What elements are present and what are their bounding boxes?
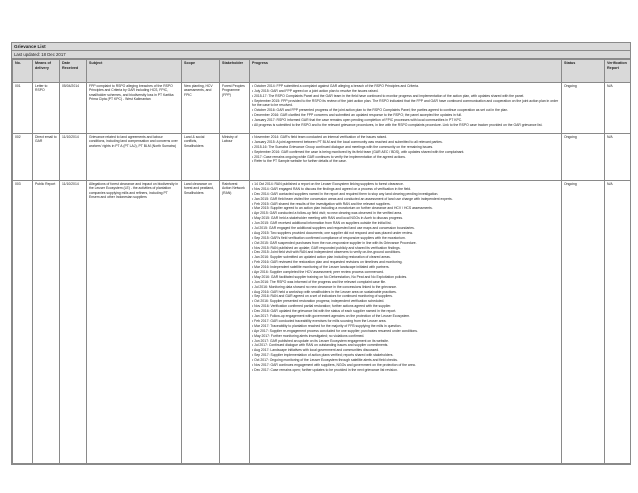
cell-progress: [250, 181, 562, 464]
progress-item: • September 2016: GAR confirmed the case is being monitored by its field team (GAR AEC / BDS), with updates shared with the complainant.: [252, 149, 465, 154]
cell-no: 001: [13, 83, 33, 134]
progress-item: • May 2017: Further monitoring alerts investigated; no violations confirmed.: [252, 333, 365, 338]
progress-item: • Dec 2014: GAR contacted suppliers named in the report and required them to stop any land clearing pending investigation.: [252, 191, 439, 196]
progress-item: • Feb 2017: GAR conducted traceability exercises for mills sourcing from the Leuser area.: [252, 318, 387, 323]
cell-status: Ongoing: [562, 83, 605, 134]
cell-progress: [250, 134, 562, 181]
cell-scope: Land & social conflicts, Smallholders: [182, 134, 220, 181]
progress-item: • November 2014: GAR's field team conducted an internal verification of the issues raised.: [252, 135, 388, 139]
progress-item: • Refer to the PT Sample website for further details of the case.: [252, 159, 347, 164]
progress-item: • 2015-17: The RSPO Complaints Panel and the GAR team in the field have continued to monitor progress and implementation of the action plan, with updates shared with the panel.: [252, 93, 525, 98]
progress-item: • Sep 2015: GAR's field verification confirmed compliance of responsive suppliers with the moratorium.: [252, 235, 406, 240]
progress-item: • Apr 2015: GAR conducted a follow-up field visit; no new clearing was observed in the verified area.: [252, 211, 403, 216]
progress-item: • Aug 2016: GAR held a workshop with smallholders in the Leuser area on sustainable practices.: [252, 289, 397, 294]
progress-item: • Nov 2017: GAR continues engagement with suppliers, NGOs and government on the protection of the area.: [252, 362, 416, 367]
header-no: No.: [13, 60, 33, 83]
header-stakeholder: Stakeholder: [220, 60, 250, 83]
progress-item: • Jan 2016: Supplier submitted an updated action plan including restoration of cleared areas.: [252, 255, 391, 260]
header-progress: Progress: [250, 60, 562, 83]
progress-list: [252, 84, 559, 127]
progress-item: • September 2015: FPP provided to the RSPO its review of the joint action plan. The RSPO indicated that the FPP and GAR have continued communication and cooperation on the joint action plan in order for the case to be resolved.: [252, 98, 559, 107]
last-updated: Last updated: 18 Dec 2017: [12, 51, 630, 59]
header-means: Means of delivery: [33, 60, 60, 83]
cell-verification: N/A: [605, 134, 631, 181]
progress-item: • Aug 2015: Two suppliers provided documents; one supplier did not respond and was placed under review.: [252, 230, 413, 235]
cell-status: Ongoing: [562, 134, 605, 181]
progress-item: • 2017: Case remains ongoing while GAR continues to verify the implementation of the agreed actions.: [252, 154, 406, 159]
cell-date: 05/04/2014: [60, 83, 87, 134]
cell-stakeholder: Rainforest Action Network (RAN): [220, 181, 250, 464]
cell-scope: Land clearance on forest and peatland, Smallholders: [182, 181, 220, 464]
progress-item: • Jan 2015: GAR field team visited the concession areas and conducted an assessment of land use change with independent experts.: [252, 196, 453, 201]
progress-item: • All progress is submitted to the RSPO and to the relevant grievance procedures, in line with the RSPO complaints procedure. Link to the RSPO case tracker provided on the GAR grievance list.: [252, 122, 543, 127]
document-title: Grievance List: [12, 43, 630, 51]
progress-item: • December 2016: GAR clarified the FPP concerns and submitted an updated response to the RSPO; the panel accepted the updates in full.: [252, 112, 462, 117]
progress-item: • Dec 2017: Case remains open; further updates to be provided in the next grievance list revision.: [252, 367, 398, 372]
progress-item: • Dec 2015: Joint field visit with RAN and independent observers to verify on-the-ground conditions.: [252, 250, 401, 255]
cell-stakeholder: Forest Peoples Programme (FPP): [220, 83, 250, 134]
progress-item: • Sep 2016: RAN and GAR agreed on a set of indicators for continued monitoring of suppliers.: [252, 294, 393, 299]
progress-item: • Aug 2017: Landscape initiatives with local government and communities discussed.: [252, 348, 380, 353]
cell-subject: FPP complaint to RSPO alleging breaches of the RSPO Principles and Criteria by GAR including HCS, FPIC, smallholder schemes, and biodiversity loss in PT Kartika Prima Cipta (PT KPC) - West Kalimantan: [87, 83, 182, 134]
progress-item: • Mar 2016: Independent satellite monitoring of the Leuser landscape initiated with partners.: [252, 265, 390, 270]
progress-item: • Apr 2016: Supplier completed the HCV assessment; peer review process commenced.: [252, 270, 384, 275]
progress-item: • Sep 2017: Supplier implementation of action plans verified; reports shared with stakeholders.: [252, 353, 394, 358]
progress-item: • Jul 2015: GAR engaged the additional suppliers and requested land use maps and concession boundaries.: [252, 226, 415, 231]
progress-item: • 14 Oct 2014: RAN published a report on the Leuser Ecosystem linking suppliers to forest clearance.: [252, 182, 404, 186]
progress-item: • Jun 2017: GAR published an update on its Leuser Ecosystem engagement on its website.: [252, 338, 389, 343]
cell-means: Public Report: [33, 181, 60, 464]
progress-item: • 2015-16: The Sumatra Grievance Group continued dialogue and meetings with the community on the remaining issues.: [252, 144, 434, 149]
header-status: Status: [562, 60, 605, 83]
header-date: Date Received: [60, 60, 87, 83]
progress-item: • Nov 2014: GAR engaged RAN to discuss the findings and agreed on a process of verification in the field.: [252, 186, 412, 191]
cell-means: Direct email to GAR: [33, 134, 60, 181]
progress-item: • Nov 2015: RAN published an update; GAR responded publicly and shared its verification findings.: [252, 245, 401, 250]
progress-item: • Feb 2016: GAR reviewed the restoration plan and requested revisions on timelines and monitoring.: [252, 260, 403, 265]
progress-item: • Jul 2017: Continued dialogue with RAN on outstanding issues and supplier commitments.: [252, 343, 389, 348]
progress-item: • January 2015: A joint agreement between PT BLM and the local community was reached and submitted to all relevant parties.: [252, 139, 443, 144]
progress-item: • Jun 2015: GAR received additional information from RAN on suppliers outside the initial list.: [252, 221, 392, 226]
progress-item: • October 2016: GAR and FPP presented progress of the joint action plan to the RSPO Complaints Panel; the parties agreed to continue cooperation as set out in the plan.: [252, 107, 509, 112]
progress-item: • Feb 2015: GAR shared the results of the investigation with RAN and the relevant suppliers.: [252, 201, 391, 206]
table-row: [13, 181, 631, 464]
grievance-table: [12, 59, 631, 464]
grievance-sheet: [11, 42, 631, 465]
cell-date: 11/10/2014: [60, 181, 87, 464]
cell-subject: Allegations of forest clearance and impact on biodiversity in the Leuser Ecosystem (LE) - the activities of plantation companies supplying mills and refiners, including PT Ensem and other Indonesian suppliers: [87, 181, 182, 464]
header-row: [13, 60, 631, 83]
cell-verification: N/A: [605, 181, 631, 464]
header-scope: Scope: [182, 60, 220, 83]
table-row: [13, 83, 631, 134]
progress-item: • Oct 2017: Ongoing monitoring of the Leuser Ecosystem through satellite alerts and field checks.: [252, 358, 398, 363]
progress-item: • October 2014: FPP submitted a complaint against GAR alleging a breach of the RSPO Principles and Criteria.: [252, 84, 419, 88]
cell-no: 002: [13, 134, 33, 181]
progress-item: • Jan 2017: Follow-up engagement with government agencies on the protection of the Leuser Ecosystem.: [252, 314, 411, 319]
cell-subject: Grievance related to land agreements and labour conditions, including land compensation and concerns over workers' rights in PT A (PT LAJ), PT BLM (North Sumatra): [87, 134, 182, 181]
cell-status: Ongoing: [562, 181, 605, 464]
cell-no: 003: [13, 181, 33, 464]
progress-item: • Jun 2016: The RSPO was informed of the progress and the relevant complaint case file.: [252, 279, 386, 284]
progress-item: • Oct 2015: GAR suspended purchases from the non-responsive supplier in line with its Grievance Procedure.: [252, 240, 417, 245]
progress-item: • Mar 2017: Traceability to plantation reached for the majority of FFB supplying the mills in question.: [252, 323, 402, 328]
progress-list: [252, 135, 559, 164]
progress-item: • Oct 2016: Supplier presented restoration progress; independent verification scheduled.: [252, 299, 385, 304]
progress-item: • Jul 2016: Monitoring data showed no new clearance in the concessions linked to the grievance.: [252, 284, 398, 289]
progress-item: • Nov 2016: Verification confirmed partial restoration; further actions agreed with the supplier.: [252, 304, 392, 309]
header-verification: Verification Report: [605, 60, 631, 83]
progress-item: • January 2017: RSPO informed GAR that the case remains open pending completion of FPIC processes with local communities in PT KPC.: [252, 117, 463, 122]
cell-verification: N/A: [605, 83, 631, 134]
cell-means: Letter to RSPO: [33, 83, 60, 134]
cell-date: 11/10/2014: [60, 134, 87, 181]
progress-item: • Dec 2016: GAR updated the grievance list with the status of each supplier named in the report.: [252, 309, 397, 314]
cell-scope: New planting, HCV assessments, and FPIC: [182, 83, 220, 134]
progress-list: [252, 182, 559, 372]
cell-progress: [250, 83, 562, 134]
cell-stakeholder: Ministry of Labour: [220, 134, 250, 181]
table-row: [13, 134, 631, 181]
progress-item: • Apr 2017: Supplier re-engagement process concluded for one supplier; purchases resumed under conditions.: [252, 328, 418, 333]
header-subject: Subject: [87, 60, 182, 83]
progress-item: • Mar 2015: Supplier agreed to an action plan including a moratorium on further clearance and HCV / HCS assessments.: [252, 206, 433, 211]
progress-item: • July 2015: GAR and FPP agreed on a joint action plan to resolve the issues raised.: [252, 88, 379, 93]
progress-item: • May 2015: GAR held a stakeholder meeting with RAN and local NGOs in Aceh to discuss progress.: [252, 216, 404, 221]
progress-item: • May 2016: GAR facilitated supplier training on No Deforestation, No Peat and No Exploitation policies.: [252, 274, 408, 279]
